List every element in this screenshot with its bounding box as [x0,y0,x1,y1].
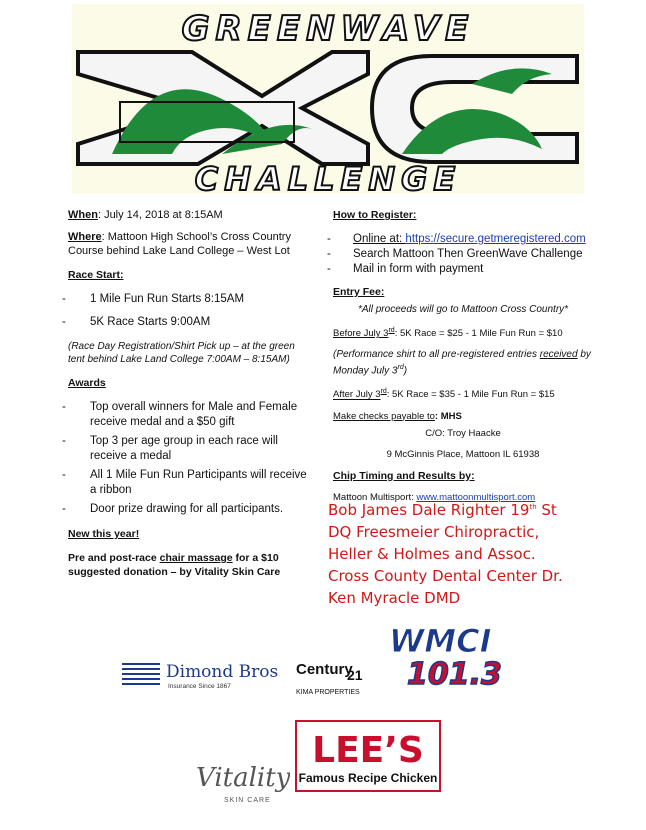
when-value: : July 14, 2018 at 8:15AM [97,209,223,221]
co-line: C/O: Troy Haacke [425,427,501,439]
sponsor-line: DQ Freesmeier Chiropractic, [328,523,540,541]
sponsor-line1-a: Bob James Dale Righter 19 [328,501,530,519]
dimond-name: Dimond Bros. [166,662,280,682]
lees-sub: Famous Recipe Chicken [298,771,438,785]
where-line [68,230,313,258]
sponsor-line1-b: St [536,501,557,519]
proceeds-note: *All proceeds will go to Mattoon Cross Country* [357,304,569,315]
after-value: : 5K Race = $35 - 1 Mile Fun Run = $15 [386,389,555,401]
c-letter [372,56,577,162]
before-fee-line [333,324,593,340]
register-heading: How to Register: [333,209,417,221]
wmci-logo [385,618,520,690]
vitality-sub: SKIN CARE [224,797,271,804]
checks-label: Make checks payable to [333,410,435,422]
event-details-column [68,208,313,579]
sponsor-line [328,496,598,521]
shirt-c: by Monday July 3 [333,349,591,377]
checks-line [333,410,593,423]
before-label: Before July 3 [333,328,389,340]
sponsor-line: Heller & Holmes and Assoc. [328,545,536,563]
greenwave-xc-logo [72,4,584,194]
c21-name: Century [296,661,353,678]
header-bottom-text: CHALLENGE [194,160,462,194]
before-sup: rd [388,327,395,334]
award-item: - Top overall winners for Male and Female receive medal and a $50 gift [68,400,313,430]
dimond-bros-logo [120,655,280,695]
checks-value: : MHS [434,410,462,422]
race-item: - 5K Race Starts 9:00AM [68,315,313,330]
before-value: : 5K Race = $25 - 1 Mile Fun Run = $10 [394,328,563,340]
when-line [68,208,313,222]
after-sup: rd [380,388,387,396]
online-label: Online at: [353,233,406,245]
registration-link[interactable]: https://secure.getmeregistered.com [405,233,586,245]
award-item: - Top 3 per age group in each race will receive a medal [68,434,313,464]
new-this-year-heading: New this year! [68,528,140,540]
registration-note: (Race Day Registration/Shirt Pick up – at the green tent behind Lake Land College 7:00AM – 8:15AM) [68,341,295,365]
after-label: After July 3 [333,389,381,401]
wmci-frequency: 101.3 [407,657,502,690]
c21-number: 21 [347,667,363,683]
registration-column [333,208,593,504]
lees-chicken-logo [295,720,441,792]
vitality-name: Vitality [196,763,290,793]
where-label: Where [68,231,102,243]
entry-fee-heading: Entry Fee: [333,286,385,298]
massage-text-c: for a $10 suggested donation – by Vitality Skin Care [68,552,281,578]
massage-text-a: Pre and post-race [68,552,160,564]
where-value: : Mattoon High School’s Cross Country Course behind Lake Land College – West Lot [68,231,291,257]
chip-prefix: Mattoon Multisport: [333,491,417,503]
register-item-search: - Search Mattoon Then GreenWave Challenge [333,247,593,262]
shirt-b: received [539,349,578,361]
register-item-online [333,232,593,247]
sponsor-list [328,496,598,609]
lees-name: LEE’S [312,730,424,771]
vitality-logo [190,750,290,812]
shirt-sup: rd [397,364,404,372]
race-item: - 1 Mile Fun Run Starts 8:15AM [68,292,313,307]
sponsor-line: Ken Myracle DMD [328,589,461,607]
century21-logo [292,650,372,700]
shirt-d: ) [403,365,408,377]
award-item: - All 1 Mile Fun Run Participants will receive a ribbon [68,468,313,498]
shirt-note [333,348,593,377]
awards-heading: Awards [68,377,106,389]
chip-timing-heading: Chip Timing and Results by: [333,469,475,482]
award-item: - Door prize drawing for all participants. [68,502,313,517]
sponsor-line: Cross County Dental Center Dr. [328,567,563,585]
shirt-a: (Performance shirt to all pre-registered entries [333,349,540,361]
multisport-link[interactable]: www.mattoonmultisport.com [416,491,536,503]
sponsor-line1-sup: th [529,503,537,511]
wmci-name: WMCI [389,622,492,660]
header-banner [72,4,584,194]
when-label: When [68,209,98,221]
after-fee-line [333,385,593,401]
c21-sub: KIMA PROPERTIES [296,689,360,696]
dimond-tagline: Insurance Since 1867 [168,683,231,690]
race-start-heading: Race Start: [68,269,124,281]
header-top-text: GREENWAVE [181,9,475,49]
massage-text-b: chair massage [159,552,233,564]
massage-note [68,551,313,579]
address-line: 9 McGinnis Place, Mattoon IL 61938 [386,448,540,460]
register-item-mail: - Mail in form with payment [333,262,593,277]
